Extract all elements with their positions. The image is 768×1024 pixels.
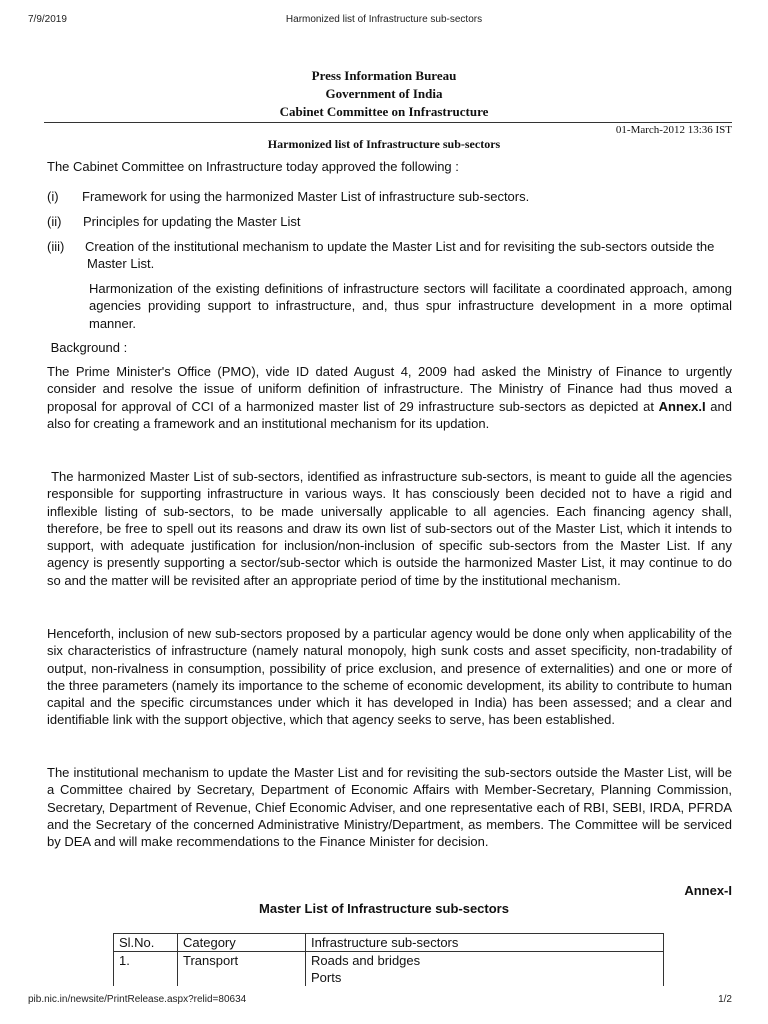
master-list-title: Master List of Infrastructure sub-sectors (259, 901, 509, 916)
print-date: 7/9/2019 (28, 14, 67, 25)
masthead-government: Government of India (325, 86, 443, 101)
list-item (47, 188, 733, 205)
release-title: Harmonized list of Infrastructure sub-sectors (267, 137, 501, 151)
list-item-text: Creation of the institutional mechanism to update the Master List and for revisiting the sub-sectors outside the Master List. (85, 239, 715, 272)
annex-label: Annex-I (684, 883, 732, 898)
list-item-text: Principles for updating the Master List (83, 214, 301, 229)
page-number: 1/2 (718, 994, 732, 1005)
list-item-number: (i) (47, 189, 59, 204)
background-heading: Background : (47, 340, 128, 355)
list-item-text: Framework for using the harmonized Master List of infrastructure sub-sectors. (82, 189, 530, 204)
list-item (47, 238, 733, 273)
column-header-sub-sectors: Infrastructure sub-sectors (306, 934, 664, 952)
page-url: pib.nic.in/newsite/PrintRelease.aspx?relid=80634 (28, 994, 247, 1005)
masthead-bureau: Press Information Bureau (311, 68, 457, 83)
harmonization-text: Harmonization of the existing definitions of infrastructure sectors will facilitate a coordinated approach, among agencies providing support to infrastructure, and, thus spur infrastructure development in a more optimal manner. (89, 281, 732, 331)
list-item-number: (iii) (47, 239, 65, 254)
intro-text: The Cabinet Committee on Infrastructure today approved the following : (47, 159, 459, 174)
print-header-title: Harmonized list of Infrastructure sub-sectors (285, 14, 483, 25)
list-item-number: (ii) (47, 214, 62, 229)
header-divider (44, 122, 732, 123)
paragraph-inclusion: Henceforth, inclusion of new sub-sectors proposed by a particular agency would be done only when applicability of the six characteristics of infrastructure (namely natural monopoly, high sunk costs and asset specificity, non-tradability of output, non-rivalness in consumption, possibility of price exclusion, and presence of externalities) and one or more of the three parameters (namely its importance to the scheme of economic development, its ability to contribute to human capital and the specific circumstances under which it has developed in India) has been assessed; and a clear and identifiable link with the support objective, which that agency seeks to serve, has been established. (47, 626, 732, 728)
column-header-category: Category (178, 934, 306, 952)
paragraph-master-list: The harmonized Master List of sub-sectors, identified as infrastructure sub-sectors, is meant to guide all the agencies responsible for supporting infrastructure in various ways. It has consciously been decided not to have a rigid and inflexible listing of sub-sectors, to be made universally applicable to all agencies. Each financing agency shall, therefore, be free to spell out its reasons and draw its own list of sub-sectors out of the Master List, which it intends to support, with adequate justification for inclusion/non-inclusion of specific sub-sectors from the Master List. If any agency is presently supporting a sector/sub-sector which is outside the harmonized Master List, it may continue to do so and the matter will be revisited after an appropriate period of time by the institutional mechanism. (47, 469, 736, 588)
table-header-row (114, 934, 664, 952)
master-list-table (113, 933, 664, 986)
cell-sl-no: 1. (114, 952, 178, 987)
paragraph-mechanism: The institutional mechanism to update the Master List and for revisiting the sub-sectors outside the Master List, will be a Committee chaired by Secretary, Department of Economic Affairs with Member-Secretary, Planning Commission, Secretary, Department of Revenue, Chief Economic Adviser, and one representative each of RBI, SEBI, IRDA, PFRDA and the Secretary of the concerned Administrative Ministry/Department, as members. The Committee will be serviced by DEA and will make recommendations to the Finance Minister for decision. (47, 765, 732, 850)
column-header-sl-no: Sl.No. (114, 934, 178, 952)
table-row (114, 952, 664, 987)
annex-reference: Annex.I (658, 398, 706, 414)
cell-sub-sectors (306, 952, 664, 987)
paragraph-pmo-text: The Prime Minister's Office (PMO), vide ID dated August 4, 2009 had asked the Ministry of Finance to urgently consider and resolve the issue of uniform definition of infrastructure. The Ministry of Finance had thus moved a proposal for approval of CCI of a harmonized master list of 29 infrastructure sub-sectors as depicted at (47, 364, 732, 414)
release-datetime: 01-March-2012 13:36 IST (615, 124, 732, 136)
sub-sector-item: Ports (311, 970, 342, 985)
sub-sector-item: Roads and bridges (311, 953, 421, 968)
list-item (47, 213, 733, 230)
cell-category: Transport (178, 952, 306, 987)
paragraph-pmo-text-end: and also for creating a framework and an institutional mechanism for its updation. (47, 398, 732, 431)
paragraph-pmo (47, 363, 732, 432)
masthead-ministry: Cabinet Committee on Infrastructure (279, 104, 489, 119)
